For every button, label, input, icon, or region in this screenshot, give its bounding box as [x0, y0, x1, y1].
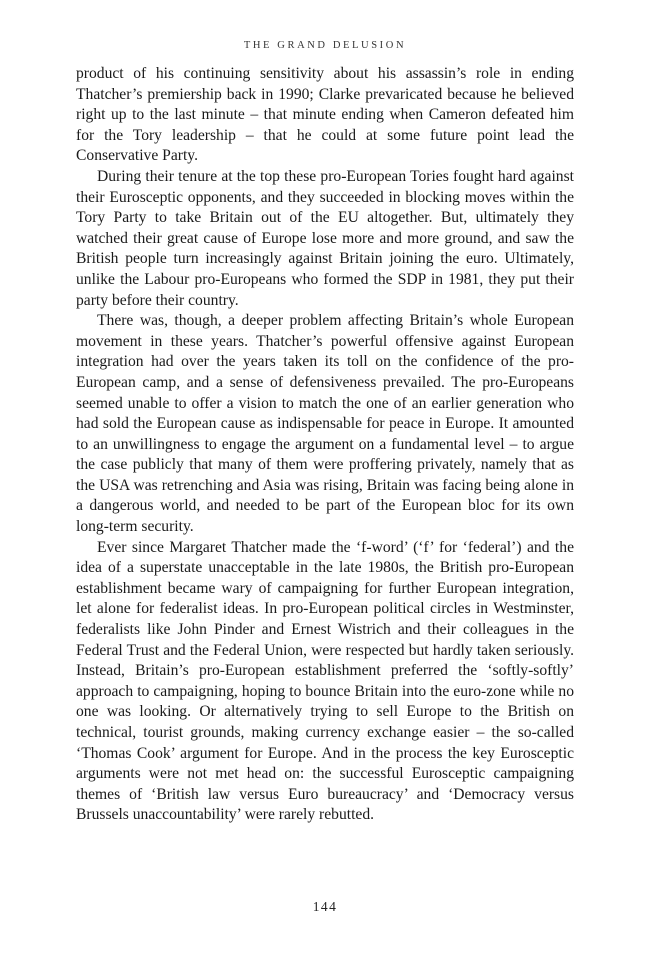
- paragraph-2: During their tenure at the top these pro-European Tories fought hard against their Eurosceptic opponents, and they succeeded in blocking moves within the Tory Party to take Britain out of the EU altogether. But, ultimately they watched their great cause of Europe lose more and more ground, and saw the British people turn increasingly against Britain joining the euro. Ultimately, unlike the Labour pro-Europeans who formed the SDP in 1981, they put their party before their country.: [76, 167, 574, 309]
- paragraph-3: There was, though, a deeper problem affecting Britain’s whole European movement in these years. Thatcher’s powerful offensive against European integration had over the years taken its toll on the confidence of the pro-European camp, and a sense of defensiveness prevailed. The pro-Europeans seemed unable to offer a vision to match the one of an earlier generation who had sold the European cause as indispensable for peace in Europe. It amounted to an unwillingness to engage the argument on a fundamental level – to argue the case publicly that many of them were proffering privately, namely that as the USA was retrenching and Asia was rising, Britain was facing being alone in a dangerous world, and needed to be part of the European bloc for its own long-term security.: [76, 312, 574, 536]
- paragraph-4: Ever since Margaret Thatcher made the ‘f-word’ (‘f’ for ‘federal’) and the idea of a superstate unacceptable in the late 1980s, the British pro-European establishment became wary of campaigning for further European integration, let alone for federalist ideas. In pro-European political circles in Westminster, federalists like John Pinder and Ernest Wistrich and their colleagues in the Federal Trust and the Federal Union, were respected but hardly taken seriously. Instead, Britain’s pro-European establishment preferred the ‘softly-softly’ approach to campaigning, hoping to bounce Britain into the euro-zone while no one was looking. Or alternatively trying to sell Europe to the British on technical, tourist grounds, making currency exchange easier – the so-called ‘Thomas Cook’ argument for Europe. And in the process the key Eurosceptic arguments were not met head on: the successful Eurosceptic campaigning themes of ‘British law versus Euro bureaucracy’ and ‘Democracy versus Brussels unaccountability’ were rarely rebutted.: [76, 538, 574, 824]
- body-text: [76, 64, 574, 826]
- page-number: 144: [312, 899, 338, 914]
- running-head: THE GRAND DELUSION: [243, 40, 407, 51]
- paragraph-1: product of his continuing sensitivity about his assassin’s role in ending Thatcher’s premiership back in 1990; Clarke prevaricated because he believed right up to the last minute – that minute ending when Cameron defeated him for the Tory leadership – that he could at some future point lead the Conservative Party.: [76, 65, 574, 165]
